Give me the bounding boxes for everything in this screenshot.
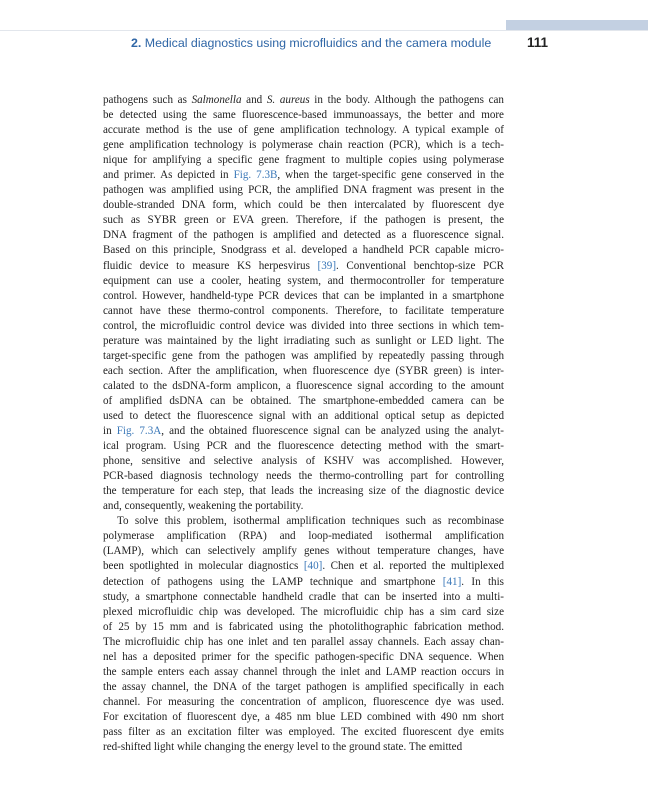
text-line: pathogen was amplified using PCR, the amplified DNA fragment was present in the <box>103 184 504 197</box>
text-line: perature was maintained by the light irradiating such as sunlight or LED light. The <box>103 334 504 347</box>
text-line: detection of pathogens using the LAMP technique and smartphone [41]. In this <box>103 575 504 588</box>
text-line: nel has a deposited primer for the specific pathogen-specific DNA sequence. When <box>103 650 504 663</box>
text-line: phone, sensitive and selective analysis of KSHV was accomplished. However, <box>103 455 504 468</box>
chapter-title: Medical diagnostics using microfluidics and the camera module <box>144 36 492 50</box>
text-line: plexed microfluidic chip was developed. The microfluidic chip has a sim card size <box>103 605 504 618</box>
reference-link[interactable]: Fig. 7.3B <box>233 169 278 182</box>
text-line: The microfluidic chip has one inlet and ten parallel assay channels. Each assay chan- <box>103 635 504 648</box>
text-line: pass filter as an excitation filter was employed. The excited fluorescent dye emits <box>103 725 504 738</box>
text-line: be detected using the same fluorescence-based immunoassays, the better and more <box>103 109 504 122</box>
text-line: been spotlighted in molecular diagnostics [40]. Chen et al. reported the multiplexed <box>103 560 505 573</box>
text-line: control. However, handheld-type PCR devices that can be implanted in a smartphone <box>103 289 504 302</box>
text-line: target-specific gene from the pathogen was amplified by repeatedly passing through <box>103 349 504 362</box>
text-line: the assay channel, the DNA of the target pathogen is amplified specifically in each <box>103 680 504 693</box>
text-line: DNA fragment of the pathogen is amplified and detected as a fluorescence signal. <box>103 229 504 242</box>
body-text <box>103 93 504 755</box>
reference-link[interactable]: Fig. 7.3A <box>116 425 162 438</box>
text-line: calated to the dsDNA-form amplicon, a fluorescence signal according to the amount <box>103 379 504 392</box>
text-line: Based on this principle, Snodgrass et al. developed a handheld PCR capable micro- <box>103 244 504 257</box>
reference-link[interactable]: [39] <box>317 259 337 272</box>
paragraph <box>103 514 504 755</box>
text-line: accurate method is the use of gene amplification technology. A typical example of <box>103 124 504 137</box>
paragraph <box>103 93 504 514</box>
chapter-number: 2. <box>131 36 142 50</box>
reference-link[interactable]: [40] <box>303 560 323 573</box>
header-accent-bar <box>506 20 648 30</box>
italic-term: S. aureus <box>266 94 310 106</box>
text-line: channel. For measuring the concentration of amplicon, fluorescence dye was used. <box>103 695 504 708</box>
text-line: control, the microfluidic control device was divided into three sections in which tem- <box>103 319 504 332</box>
header-rule <box>0 30 648 31</box>
text-line: such as SYBR green or EVA green. Therefore, if the pathogen is present, the <box>103 214 504 227</box>
text-line: each section. After the amplification, when fluorescence dye (SYBR green) is inter- <box>103 364 504 377</box>
text-line: gene amplification technology is polymerase chain reaction (PCR), which is a tech- <box>103 139 504 152</box>
italic-term: Salmonella <box>191 94 242 106</box>
text-line: of amplified dsDNA can be obtained. The smartphone-embedded camera can be <box>103 394 504 407</box>
running-head <box>131 36 511 50</box>
text-line: polymerase amplification (RPA) and loop-mediated isothermal amplification <box>103 530 504 543</box>
text-line: cannot have these thermo-control components. Therefore, to facilitate temperature <box>103 304 504 317</box>
text-line: of 25 by 15 mm and is fabricated using the photolithographic fabrication method. <box>103 620 504 633</box>
text-line: and, consequently, weakening the portability. <box>103 500 304 513</box>
text-line: double-stranded DNA form, which could be then intercalated by fluorescent dye <box>103 199 504 212</box>
text-line: red-shifted light while changing the energy level to the ground state. The emitted <box>103 741 463 754</box>
text-line: in Fig. 7.3A, and the obtained fluorescence signal can be analyzed using the analyt- <box>103 425 504 438</box>
reference-link[interactable]: [41] <box>442 575 462 588</box>
text-line: nique for amplifying a specific gene fragment to multiple copies using polymerase <box>103 154 504 167</box>
text-line: ical program. Using PCR and the fluorescence detecting method with the smart- <box>103 440 504 453</box>
text-line: the sample enters each assay channel through the inlet and LAMP reaction occurs in <box>103 665 504 678</box>
text-line: For excitation of fluorescent dye, a 485 nm blue LED combined with 490 nm short <box>103 710 504 723</box>
text-line: pathogens such as Salmonella and S. aureus in the body. Although the pathogens can <box>103 94 504 106</box>
text-line: used to detect the fluorescence signal with an additional optical setup as depicted <box>103 409 504 422</box>
text-line: fluidic device to measure KS herpesvirus [39]. Conventional benchtop-size PCR <box>103 259 504 272</box>
text-line: study, a smartphone connectable handheld cradle that can be inserted into a multi- <box>103 590 504 603</box>
page-number: 111 <box>527 35 549 50</box>
text-line: (LAMP), which can selectively amplify genes without temperature changes, have <box>103 545 504 558</box>
text-line: equipment can use a cooler, heating system, and thermocontroller for temperature <box>103 274 504 287</box>
text-line: and primer. As depicted in Fig. 7.3B, when the target-specific gene conserved in the <box>103 169 504 182</box>
text-line: To solve this problem, isothermal amplification techniques such as recombinase <box>117 515 504 528</box>
text-line: PCR-based diagnosis technology needs the thermo-controlling part for controlling <box>103 470 504 483</box>
text-line: the temperature for each step, that leads the increasing size of the diagnostic device <box>103 485 504 498</box>
